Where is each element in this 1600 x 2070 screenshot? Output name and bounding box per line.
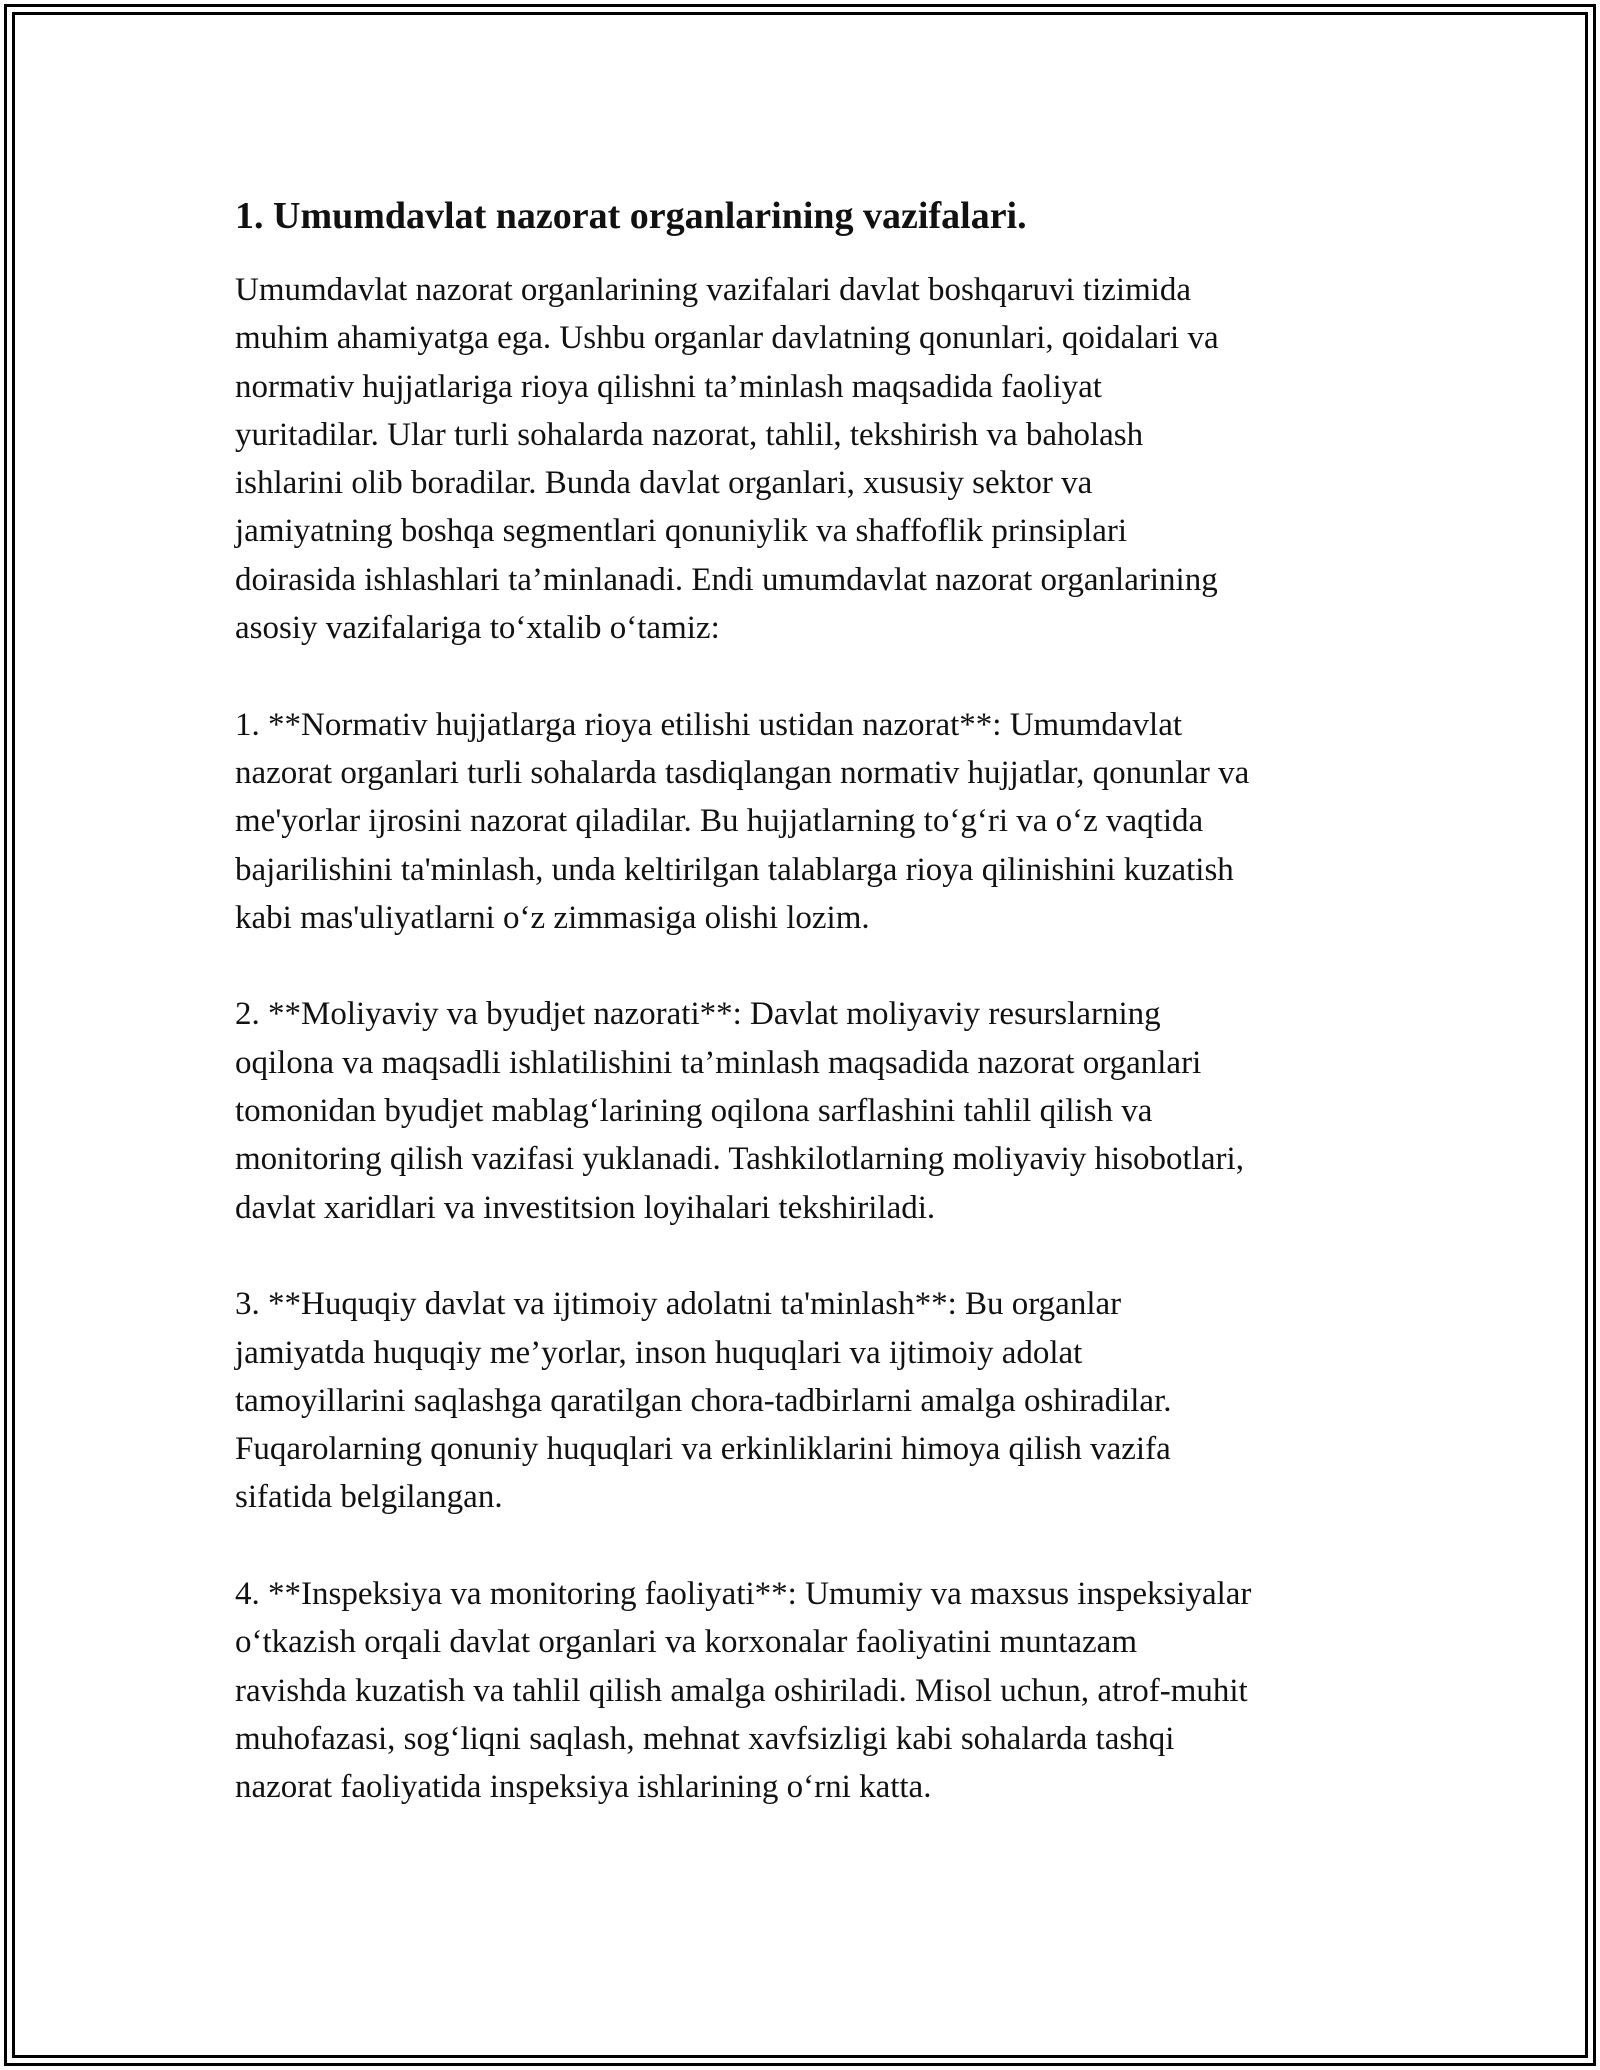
text-line: asosiy vazifalariga to‘xtalib o‘tamiz: <box>235 610 720 647</box>
text-line: 2. **Moliyaviy va byudjet nazorati**: Davlat moliyaviy resurslarning <box>235 996 1161 1033</box>
text-line: 3. **Huquqiy davlat va ijtimoiy adolatni ta'minlash**: Bu organlar <box>235 1286 1122 1323</box>
list-item-2-paragraph <box>235 990 1370 1231</box>
text-line: yuritadilar. Ular turli sohalarda nazorat, tahlil, tekshirish va baholash <box>235 416 1144 453</box>
text-line: tamoyillarini saqlashga qaratilgan chora-tadbirlarni amalga oshiradilar. <box>235 1382 1172 1419</box>
text-line: ishlarini olib boradilar. Bunda davlat organlari, xususiy sektor va <box>235 465 1093 502</box>
document-body <box>235 188 1370 1812</box>
text-line: muhim ahamiyatga ega. Ushbu organlar davlatning qonunlari, qoidalari va <box>235 320 1219 357</box>
text-line: oqilona va maqsadli ishlatilishini ta’minlash maqsadida nazorat organlari <box>235 1044 1202 1081</box>
text-line: normativ hujjatlariga rioya qilishni ta’minlash maqsadida faoliyat <box>235 368 1102 405</box>
text-line: 4. **Inspeksiya va monitoring faoliyati**: Umumiy va maxsus inspeksiyalar <box>235 1576 1252 1613</box>
text-line: me'yorlar ijrosini nazorat qiladilar. Bu hujjatlarning to‘g‘ri va o‘z vaqtida <box>235 803 1204 840</box>
intro-paragraph <box>235 266 1370 652</box>
text-line: Fuqarolarning qonuniy huquqlari va erkinliklarini himoya qilish vazifa <box>235 1431 1171 1468</box>
text-line: jamiyatning boshqa segmentlari qonuniylik va shaffoflik prinsiplari <box>235 513 1128 550</box>
text-line: ravishda kuzatish va tahlil qilish amalga oshiriladi. Misol uchun, atrof-muhit <box>235 1672 1248 1709</box>
text-line: bajarilishini ta'minlash, unda keltirilgan talablarga rioya qilinishini kuzatish <box>235 851 1234 888</box>
text-line: Umumdavlat nazorat organlarining vazifalari davlat boshqaruvi tizimida <box>235 272 1192 308</box>
text-line: jamiyatda huquqiy me’yorlar, inson huquqlari va ijtimoiy adolat <box>235 1334 1083 1371</box>
text-line: tomonidan byudjet mablag‘larining oqilona sarflashini tahlil qilish va <box>235 1093 1153 1130</box>
list-item-4-paragraph <box>235 1570 1370 1811</box>
list-item-1-paragraph <box>235 701 1370 942</box>
text-line: monitoring qilish vazifasi yuklanadi. Tashkilotlarning moliyaviy hisobotlari, <box>235 1141 1244 1178</box>
list-item-3-paragraph <box>235 1280 1370 1521</box>
text-line: o‘tkazish orqali davlat organlari va korxonalar faoliyatini muntazam <box>235 1624 1137 1661</box>
text-line: davlat xaridlari va investitsion loyihalari tekshiriladi. <box>235 1189 936 1226</box>
text-line: muhofazasi, sog‘liqni saqlash, mehnat xavfsizligi kabi sohalarda tashqi <box>235 1720 1175 1757</box>
document-title: 1. Umumdavlat nazorat organlarining vazifalari. <box>235 195 1027 237</box>
text-line: 1. **Normativ hujjatlarga rioya etilishi ustidan nazorat**: Umumdavlat <box>235 706 1183 743</box>
text-line: sifatida belgilangan. <box>235 1479 503 1516</box>
text-line: nazorat faoliyatida inspeksiya ishlarining o‘rni katta. <box>235 1769 932 1806</box>
text-line: nazorat organlari turli sohalarda tasdiqlangan normativ hujjatlar, qonunlar va <box>235 754 1250 791</box>
text-line: kabi mas'uliyatlarni o‘z zimmasiga olishi lozim. <box>235 899 870 936</box>
text-line: doirasida ishlashlari ta’minlanadi. Endi umumdavlat nazorat organlarining <box>235 561 1218 598</box>
